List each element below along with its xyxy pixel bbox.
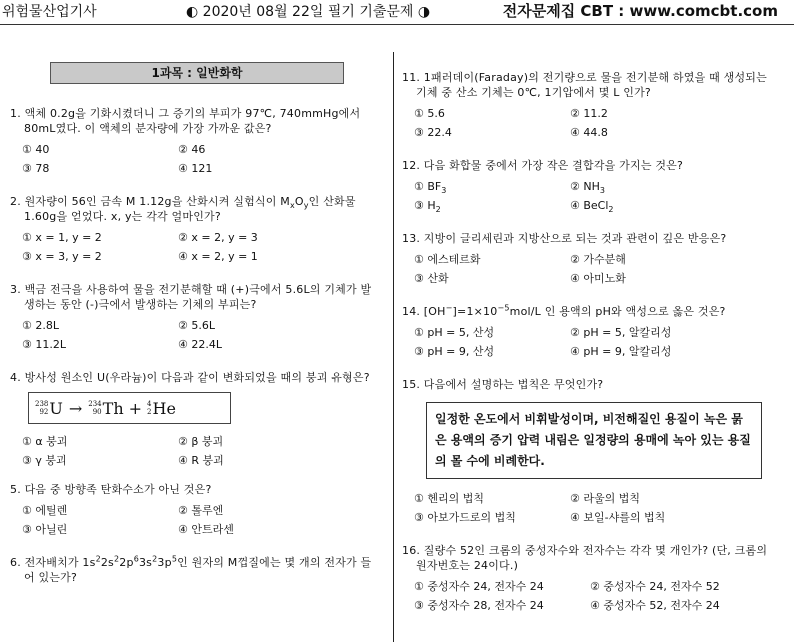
option-3[interactable]: ③ 22.4 [414, 126, 452, 139]
option-1[interactable]: ① 5.6 [414, 107, 445, 120]
question-2 [10, 194, 382, 266]
question-text: 5. 다음 중 방향족 탄화수소가 아닌 것은? [10, 483, 212, 496]
question-text: 4. 방사성 원소인 U(우라늄)이 다음과 같이 변화되었을 때의 붕괴 유형은? [10, 371, 370, 384]
option-1[interactable]: ① pH = 5, 산성 [414, 326, 495, 339]
question-13 [402, 231, 776, 288]
option-4[interactable]: ④ x = 2, y = 1 [178, 250, 258, 263]
question-4 [10, 370, 382, 470]
question-15 [402, 377, 776, 527]
question-6 [10, 555, 382, 585]
question-14 [402, 304, 776, 361]
option-1[interactable]: ① α 붕괴 [22, 435, 68, 448]
option-3[interactable]: ③ 78 [22, 162, 50, 175]
left-column [10, 56, 382, 601]
question-text: 2. 원자량이 56인 금속 M 1.12g을 산화시켜 실험식이 $M_xO_y$인 산화물 1.60g을 얻었다. x, y는 각각 얼마인가? [10, 195, 356, 223]
question-text: 3. 백금 전극을 사용하여 물을 전기분해할 때 (+)극에서 5.6L의 기체가 발생하는 동안 (-)극에서 발생하는 기체의 부피는? [10, 283, 372, 311]
page-header [0, 0, 794, 25]
option-3[interactable]: ③ 11.2L [22, 338, 66, 351]
option-3[interactable]: ③ γ 붕괴 [22, 454, 67, 467]
question-3 [10, 282, 382, 354]
option-2[interactable]: ② 5.6L [178, 319, 215, 332]
option-3[interactable]: ③ 아닐린 [22, 523, 68, 536]
site-banner: 전자문제집 CBT : www.comcbt.com [502, 2, 778, 20]
question-16 [402, 543, 776, 615]
option-1[interactable]: ① 헨리의 법칙 [414, 492, 484, 505]
option-1[interactable]: ① 중성자수 24, 전자수 24 [414, 580, 544, 593]
option-2[interactable]: ② 46 [178, 143, 206, 156]
option-2[interactable]: ② pH = 5, 알칼리성 [570, 326, 672, 339]
option-4[interactable]: ④ 121 [178, 162, 213, 175]
option-4[interactable]: ④ 중성자수 52, 전자수 24 [590, 599, 720, 612]
option-2[interactable]: ② 11.2 [570, 107, 608, 120]
question-text: 12. 다음 화합물 중에서 가장 작은 결합각을 가지는 것은? [402, 159, 684, 172]
option-2[interactable]: ② 가수분해 [570, 253, 626, 266]
option-4[interactable]: ④ 아미노화 [570, 272, 626, 285]
question-text: 14. $[OH^-]=1\times 10^{-5}mol/L$ 인 용액의 pH와 액성으로 옳은 것은? [402, 303, 726, 318]
question-text: 16. 질량수 52인 크롬의 중성자수와 전자수는 각각 몇 개인가? (단, 크롬의 원자번호는 24이다.) [402, 544, 768, 572]
subject-title: 1과목 : 일반화학 [50, 62, 344, 84]
option-4[interactable]: ④ BeCl$_2$ [570, 199, 614, 215]
option-1[interactable]: ① $BF_3$ [414, 180, 447, 196]
option-3[interactable]: ③ $H_2$ [414, 199, 441, 215]
option-4[interactable]: ④ 22.4L [178, 338, 222, 351]
option-2[interactable]: ② β 붕괴 [178, 435, 224, 448]
option-1[interactable]: ① 에스테르화 [414, 253, 481, 266]
option-4[interactable]: ④ 44.8 [570, 126, 608, 139]
question-text: 15. 다음에서 설명하는 법칙은 무엇인가? [402, 378, 604, 391]
option-3[interactable]: ③ 산화 [414, 272, 449, 285]
option-1[interactable]: ① x = 1, y = 2 [22, 231, 102, 244]
question-12 [402, 158, 776, 215]
option-3[interactable]: ③ x = 3, y = 2 [22, 250, 102, 263]
exam-name: 위험물산업기사 [2, 4, 97, 20]
decay-equation: 238 92 U → 234 90 Th + 4 2 He [28, 392, 231, 424]
question-11 [402, 70, 776, 142]
question-text: 11. 1패러데이(Faraday)의 전기량으로 물을 전기분해 하였을 때 생성되는 기체 중 산소 기체는 0℃, 1기압에서 몇 L 인가? [402, 71, 767, 99]
option-1[interactable]: ① 에틸렌 [22, 504, 68, 517]
question-5 [10, 482, 382, 539]
question-text: 13. 지방이 글리세린과 지방산으로 되는 것과 관련이 깊은 반응은? [402, 232, 727, 245]
option-2[interactable]: ② $NH_3$ [570, 180, 605, 196]
exam-date-title: ◐ 2020년 08월 22일 필기 기출문제 ◑ [186, 4, 431, 20]
question-text: 1. 액체 0.2g을 기화시켰더니 그 증기의 부피가 97℃, 740mmHg에서 80mL였다. 이 액체의 분자량에 가장 가까운 값은? [10, 107, 361, 135]
question-1 [10, 106, 382, 178]
option-3[interactable]: ③ pH = 9, 산성 [414, 345, 495, 358]
option-2[interactable]: ② 중성자수 24, 전자수 52 [590, 580, 720, 593]
option-4[interactable]: ④ 보일-샤를의 법칙 [570, 511, 666, 524]
question-text: 6. 전자배치가 $1s^22s^22p^63s^23p^5$인 원자의 M껍질에는 몇 개의 전자가 들어 있는가? [10, 554, 372, 584]
option-2[interactable]: ② x = 2, y = 3 [178, 231, 258, 244]
option-2[interactable]: ② 라울의 법칙 [570, 492, 640, 505]
option-4[interactable]: ④ pH = 9, 알칼리성 [570, 345, 672, 358]
column-divider [393, 52, 394, 642]
option-1[interactable]: ① 40 [22, 143, 50, 156]
option-4[interactable]: ④ R 붕괴 [178, 454, 224, 467]
option-3[interactable]: ③ 아보가드로의 법칙 [414, 511, 516, 524]
option-4[interactable]: ④ 안트라센 [178, 523, 234, 536]
option-1[interactable]: ① 2.8L [22, 319, 59, 332]
right-column [402, 70, 776, 631]
law-description-box: 일정한 온도에서 비휘발성이며, 비전해질인 용질이 녹은 묽은 용액의 증기 압력 내림은 일정량의 용매에 녹아 있는 용질의 몰 수에 비례한다. [426, 402, 762, 479]
option-3[interactable]: ③ 중성자수 28, 전자수 24 [414, 599, 544, 612]
option-2[interactable]: ② 톨루엔 [178, 504, 224, 517]
